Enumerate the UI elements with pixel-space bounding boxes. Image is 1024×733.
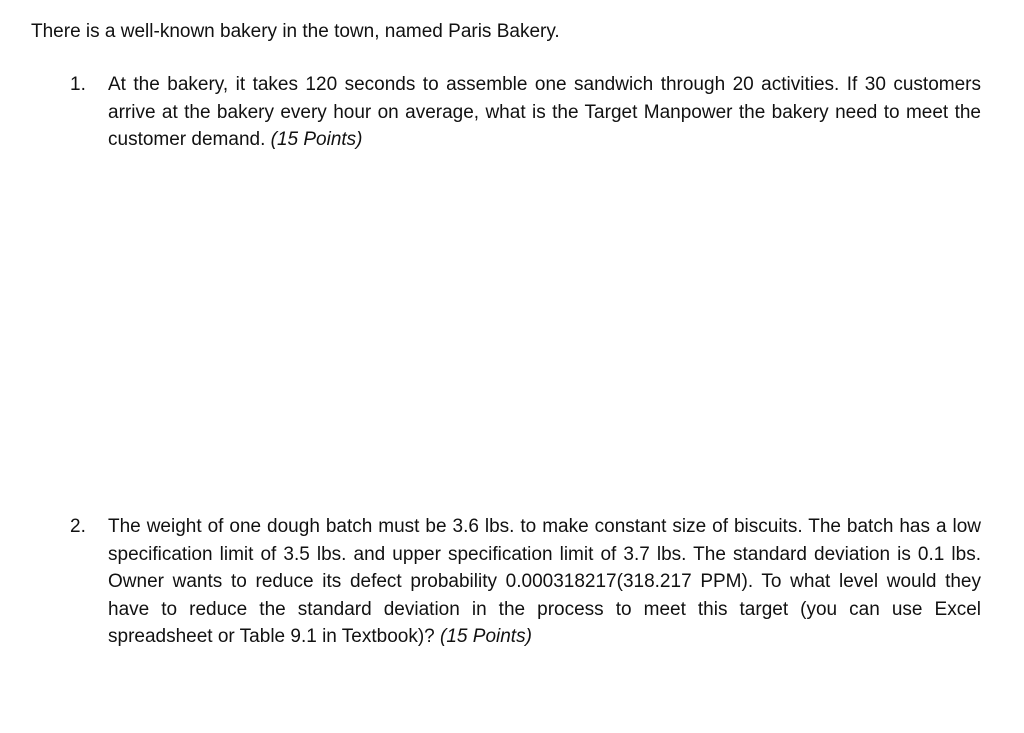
- question-number: 2.: [70, 516, 86, 537]
- question-1: [70, 71, 981, 154]
- question-points: (15 Points): [440, 626, 532, 647]
- question-text: [108, 71, 981, 154]
- question-points: (15 Points): [270, 129, 363, 150]
- question-2: [70, 513, 981, 651]
- question-body: At the bakery, it takes 120 seconds to assemble one sandwich through 20 activities. If 30 customers arrive at the bakery every hour on average, what is the Target Manpower the bakery need to meet the customer demand.: [108, 74, 981, 150]
- question-text: [108, 513, 981, 651]
- intro-text: There is a well-known bakery in the town, named Paris Bakery.: [31, 21, 560, 42]
- question-body: The weight of one dough batch must be 3.6 lbs. to make constant size of biscuits. The batch has a low specification limit of 3.5 lbs. and upper specification limit of 3.7 lbs. The standard deviation is 0.1 lbs. Owner wants to reduce its defect probability 0.000318217(318.217 PPM). To what level would they have to reduce the standard deviation in the process to meet this target (you can use Excel spreadsheet or Table 9.1 in Textbook)?: [108, 516, 981, 647]
- question-number: 1.: [70, 74, 86, 95]
